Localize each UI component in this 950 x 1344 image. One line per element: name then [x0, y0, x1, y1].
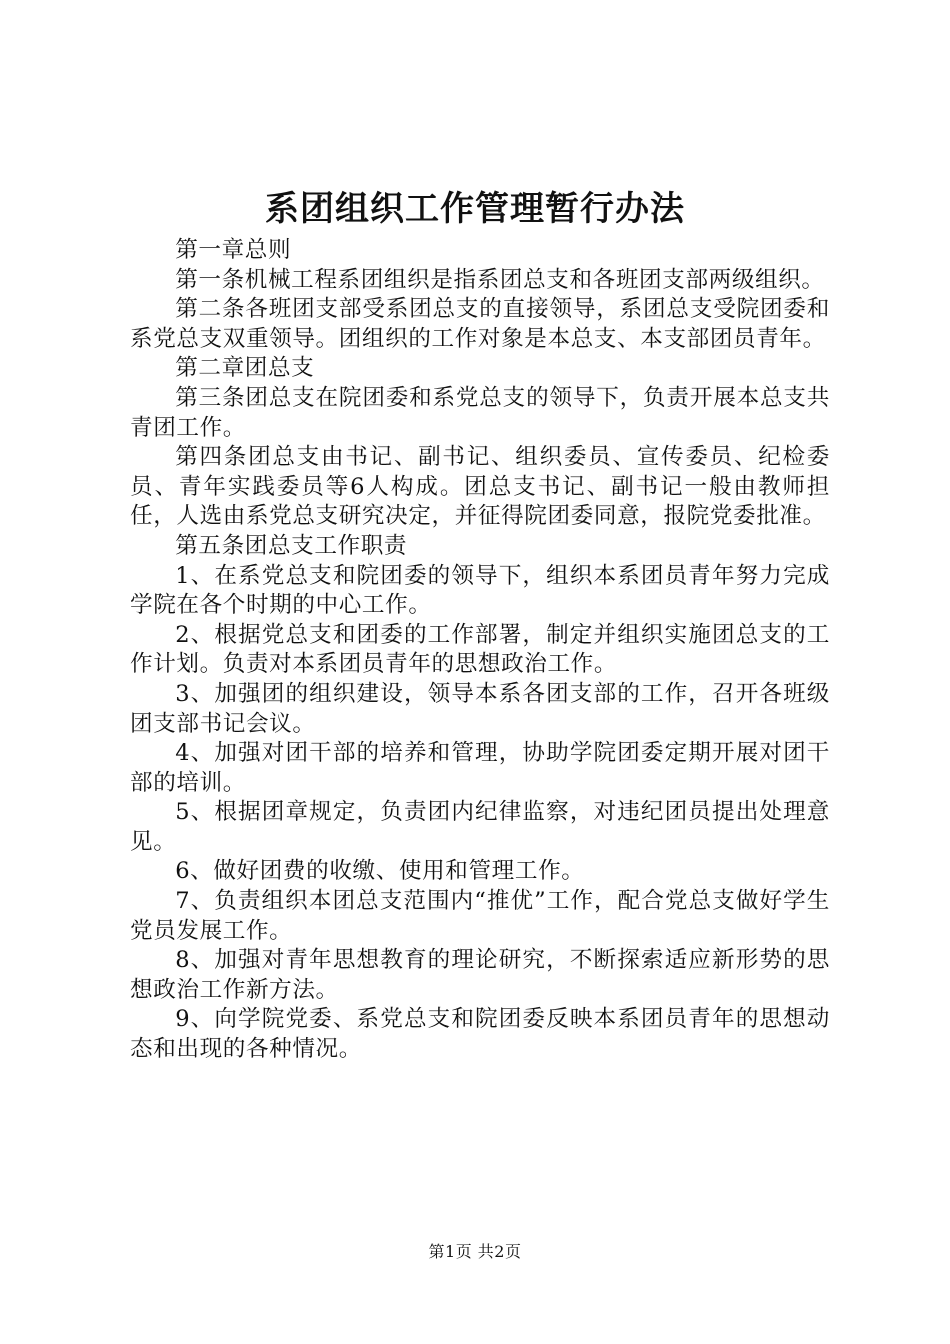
article-paragraph: 第五条团总支工作职责 [175, 532, 408, 559]
duty-item: 3、加强团的组织建设，领导本系各团支部的工作，召开各班级团支部书记会议。 [130, 680, 830, 737]
page-number-footer: 第1页 共2页 [428, 1242, 522, 1261]
duty-item: 4、加强对团干部的培养和管理，协助学院团委定期开展对团干部的培训。 [130, 740, 830, 796]
duty-item: 5、根据团章规定，负责团内纪律监察，对违纪团员提出处理意见。 [130, 799, 830, 855]
article-paragraph: 第一条机械工程系团组织是指系团总支和各班团支部两级组织。 [175, 266, 825, 293]
duty-item: 2、根据党总支和团委的工作部署，制定并组织实施团总支的工作计划。负责对本系团员青年的思想政治工作。 [130, 621, 830, 678]
document-title: 系团组织工作管理暂行办法 [265, 189, 685, 229]
chapter-heading: 第二章团总支 [175, 355, 315, 382]
duty-item: 8、加强对青年思想教育的理论研究，不断探索适应新形势的思想政治工作新方法。 [130, 947, 830, 1003]
document-body [130, 236, 830, 1065]
duty-item: 9、向学院党委、系党总支和院团委反映本系团员青年的思想动态和出现的各种情况。 [130, 1006, 830, 1063]
duty-item: 1、在系党总支和院团委的领导下，组织本系团员青年努力完成学院在各个时期的中心工作。 [130, 562, 830, 619]
article-paragraph: 第四条团总支由书记、副书记、组织委员、宣传委员、纪检委员、青年实践委员等6人构成。团总支书记、副书记一般由教师担任，人选由系党总支研究决定，并征得院团委同意，报院党委批准。 [130, 444, 830, 530]
duty-item: 6、做好团费的收缴、使用和管理工作。 [175, 858, 585, 885]
article-paragraph: 第三条团总支在院团委和系党总支的领导下，负责开展本总支共青团工作。 [130, 384, 830, 441]
duty-item: 7、负责组织本团总支范围内“推优”工作，配合党总支做好学生党员发展工作。 [130, 888, 830, 944]
chapter-heading: 第一章总则 [175, 237, 292, 263]
article-paragraph: 第二条各班团支部受系团总支的直接领导，系团总支受院团委和系党总支双重领导。团组织的工作对象是本总支、本支部团员青年。 [130, 296, 830, 352]
